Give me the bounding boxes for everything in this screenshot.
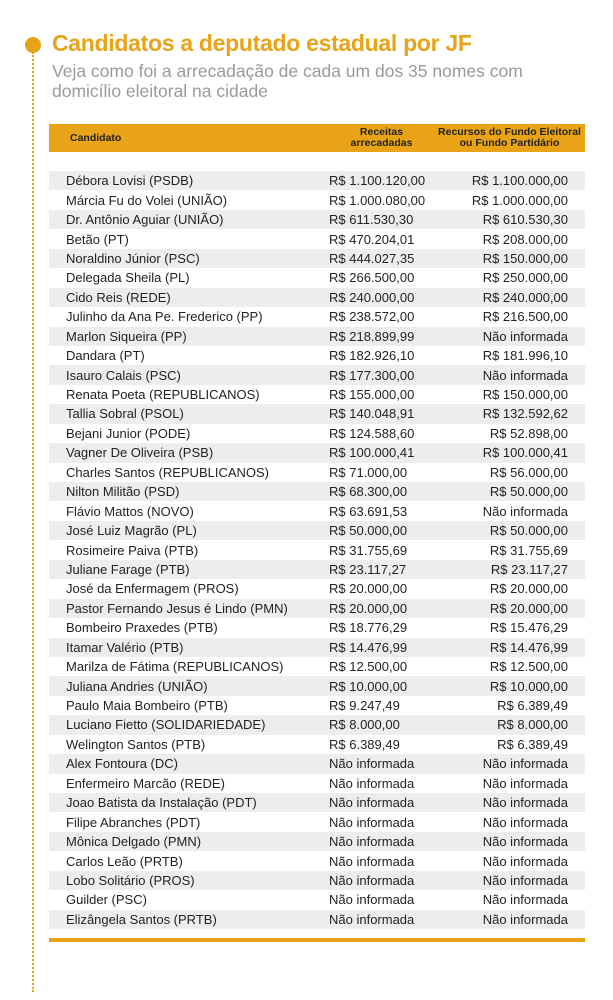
cell-fundo: R$ 240.000,00 <box>482 289 568 305</box>
table-row <box>49 229 585 248</box>
table-row <box>49 463 585 482</box>
cell-receitas: R$ 240.000,00 <box>329 289 415 305</box>
cell-receitas: R$ 23.117,27 <box>329 561 407 577</box>
cell-fundo: R$ 610.530,30 <box>482 212 568 228</box>
cell-name: Luciano Fietto (SOLIDARIEDADE) <box>66 717 266 733</box>
cell-receitas: R$ 140.048,91 <box>329 406 415 422</box>
cell-fundo: R$ 250.000,00 <box>482 270 568 286</box>
cell-fundo: R$ 216.500,00 <box>482 309 568 325</box>
cell-name: Dr. Antônio Aguiar (UNIÃO) <box>66 212 224 228</box>
cell-fundo: R$ 56.000,00 <box>489 464 568 480</box>
cell-name: Joao Batista da Instalação (PDT) <box>66 795 257 811</box>
cell-receitas: R$ 1.000.080,00 <box>329 192 426 208</box>
cell-fundo: R$ 1.000.000,00 <box>471 192 568 208</box>
table-row <box>49 638 585 657</box>
cell-receitas: R$ 18.776,29 <box>329 620 408 636</box>
cell-name: Vagner De Oliveira (PSB) <box>66 445 214 461</box>
table-row <box>49 579 585 598</box>
table-row <box>49 346 585 365</box>
cell-name: Marilza de Fátima (REPUBLICANOS) <box>66 659 284 675</box>
cell-name: Welington Santos (PTB) <box>66 736 206 752</box>
page-title: Candidatos a deputado estadual por JF <box>52 30 472 56</box>
cell-receitas: R$ 611.530,30 <box>329 212 414 228</box>
cell-fundo: R$ 12.500,00 <box>489 659 568 675</box>
cell-receitas: Não informada <box>329 834 415 850</box>
cell-fundo: R$ 10.000,00 <box>489 678 568 694</box>
table-row <box>49 657 585 676</box>
table-row <box>49 851 585 870</box>
cell-receitas: R$ 155.000,00 <box>329 387 415 403</box>
cell-receitas: Não informada <box>329 872 415 888</box>
table-row <box>49 715 585 734</box>
candidates-table <box>49 124 585 942</box>
table-row <box>49 327 585 346</box>
table-row <box>49 890 585 909</box>
cell-receitas: R$ 182.926,10 <box>329 348 415 364</box>
cell-fundo: Não informada <box>482 503 568 519</box>
cell-name: Dandara (PT) <box>66 348 145 364</box>
cell-name: Carlos Leão (PRTB) <box>66 853 183 869</box>
cell-fundo: R$ 20.000,00 <box>489 581 568 597</box>
cell-receitas: Não informada <box>329 775 415 791</box>
cell-receitas: Não informada <box>329 795 415 811</box>
cell-name: Renata Poeta (REPUBLICANOS) <box>66 387 260 403</box>
header-spacer <box>49 152 585 171</box>
cell-receitas: R$ 12.500,00 <box>329 659 408 675</box>
cell-receitas: R$ 266.500,00 <box>329 270 415 286</box>
cell-fundo: R$ 208.000,00 <box>482 231 568 247</box>
cell-fundo: R$ 50.000,00 <box>489 523 568 539</box>
cell-fundo: R$ 150.000,00 <box>482 250 568 266</box>
cell-name: Bejani Junior (PODE) <box>66 425 191 441</box>
cell-receitas: R$ 50.000,00 <box>329 523 408 539</box>
cell-receitas: Não informada <box>329 814 415 830</box>
table-row <box>49 268 585 287</box>
table-row <box>49 307 585 326</box>
cell-receitas: R$ 177.300,00 <box>329 367 415 383</box>
table-row <box>49 540 585 559</box>
cell-name: Delegada Sheila (PL) <box>66 270 190 286</box>
cell-name: Alex Fontoura (DC) <box>66 756 178 772</box>
cell-receitas: Não informada <box>329 756 415 772</box>
cell-receitas: R$ 470.204,01 <box>329 231 415 247</box>
title-bullet <box>25 37 41 53</box>
table-row <box>49 618 585 637</box>
table-row <box>49 210 585 229</box>
cell-name: Enfermeiro Marcão (REDE) <box>66 775 225 791</box>
cell-receitas: R$ 444.027,35 <box>329 250 415 266</box>
table-row <box>49 249 585 268</box>
table-row <box>49 812 585 831</box>
cell-name: Cido Reis (REDE) <box>66 289 171 305</box>
cell-receitas: Não informada <box>329 853 415 869</box>
cell-fundo: R$ 1.100.000,00 <box>471 173 568 189</box>
cell-fundo: R$ 20.000,00 <box>489 600 568 616</box>
cell-name: Itamar Valério (PTB) <box>66 639 184 655</box>
table-row <box>49 424 585 443</box>
cell-name: Noraldino Júnior (PSC) <box>66 250 200 266</box>
table-row <box>49 696 585 715</box>
cell-receitas: R$ 63.691,53 <box>329 503 408 519</box>
table-row <box>49 599 585 618</box>
cell-fundo: R$ 6.389,49 <box>497 698 568 714</box>
table-body <box>49 171 585 929</box>
timeline-dots <box>32 52 34 992</box>
cell-fundo: R$ 50.000,00 <box>489 484 568 500</box>
cell-fundo: R$ 132.592,62 <box>482 406 568 422</box>
cell-fundo: R$ 150.000,00 <box>482 387 568 403</box>
cell-fundo: Não informada <box>482 892 568 908</box>
cell-fundo: R$ 15.476,29 <box>489 620 568 636</box>
cell-receitas: R$ 68.300,00 <box>329 484 408 500</box>
cell-receitas: R$ 8.000,00 <box>329 717 400 733</box>
cell-receitas: Não informada <box>329 911 415 927</box>
cell-receitas: R$ 14.476,99 <box>329 639 408 655</box>
cell-fundo: Não informada <box>482 328 568 344</box>
cell-fundo: Não informada <box>482 853 568 869</box>
cell-fundo: R$ 23.117,27 <box>490 561 568 577</box>
table-row <box>49 521 585 540</box>
cell-name: José da Enfermagem (PROS) <box>66 581 239 597</box>
cell-fundo: R$ 181.996,10 <box>482 348 568 364</box>
cell-name: Márcia Fu do Volei (UNIÃO) <box>66 192 228 208</box>
table-row <box>49 793 585 812</box>
cell-name: Débora Lovisi (PSDB) <box>66 173 194 189</box>
table-row <box>49 910 585 929</box>
cell-receitas: R$ 9.247,49 <box>329 698 400 714</box>
table-row <box>49 774 585 793</box>
cell-receitas: R$ 6.389,49 <box>329 736 400 752</box>
cell-name: Elizângela Santos (PRTB) <box>66 911 217 927</box>
cell-fundo: Não informada <box>482 756 568 772</box>
table-bottom-bar <box>49 938 585 942</box>
table-row <box>49 385 585 404</box>
table-row <box>49 560 585 579</box>
cell-fundo: R$ 8.000,00 <box>497 717 568 733</box>
table-row <box>49 735 585 754</box>
cell-name: Bombeiro Praxedes (PTB) <box>66 620 218 636</box>
table-row <box>49 501 585 520</box>
cell-receitas: R$ 10.000,00 <box>329 678 408 694</box>
cell-fundo: Não informada <box>482 834 568 850</box>
table-row <box>49 190 585 209</box>
cell-name: Marlon Siqueira (PP) <box>66 328 187 344</box>
cell-receitas: R$ 1.100.120,00 <box>329 173 426 189</box>
cell-fundo: R$ 100.000,41 <box>482 445 568 461</box>
cell-receitas: R$ 100.000,41 <box>329 445 415 461</box>
column-header-name: Candidato <box>70 131 122 144</box>
cell-fundo: Não informada <box>482 814 568 830</box>
page-subtitle: Veja como foi a arrecadação de cada um dos 35 nomes com domicílio eleitoral na cidade <box>52 61 523 101</box>
cell-fundo: Não informada <box>482 775 568 791</box>
cell-name: Tallia Sobral (PSOL) <box>66 406 184 422</box>
table-row <box>49 171 585 190</box>
table-header <box>49 124 585 152</box>
cell-fundo: Não informada <box>482 795 568 811</box>
cell-name: Flávio Mattos (NOVO) <box>66 503 194 519</box>
cell-fundo: Não informada <box>482 367 568 383</box>
cell-receitas: R$ 71.000,00 <box>329 464 408 480</box>
cell-receitas: R$ 124.588,60 <box>329 425 415 441</box>
cell-name: Julinho da Ana Pe. Frederico (PP) <box>66 309 263 325</box>
cell-receitas: R$ 238.572,00 <box>329 309 415 325</box>
cell-fundo: R$ 6.389,49 <box>497 736 568 752</box>
cell-name: Nilton Militão (PSD) <box>66 484 180 500</box>
cell-name: Lobo Solitário (PROS) <box>66 872 195 888</box>
cell-name: Paulo Maia Bombeiro (PTB) <box>66 698 228 714</box>
cell-receitas: R$ 218.899,99 <box>329 328 415 344</box>
cell-name: Rosimeire Paiva (PTB) <box>66 542 199 558</box>
cell-fundo: R$ 52.898,00 <box>489 425 568 441</box>
cell-name: Betão (PT) <box>66 231 129 247</box>
column-header-fundo: Recursos do Fundo Eleitoral ou Fundo Partidário <box>438 126 581 149</box>
table-row <box>49 365 585 384</box>
table-row <box>49 443 585 462</box>
cell-name: Guilder (PSC) <box>66 892 147 908</box>
table-row <box>49 288 585 307</box>
cell-receitas: Não informada <box>329 892 415 908</box>
cell-name: Juliana Andries (UNIÃO) <box>66 678 208 694</box>
cell-name: Juliane Farage (PTB) <box>66 561 190 577</box>
table-row <box>49 754 585 773</box>
cell-fundo: Não informada <box>482 872 568 888</box>
table-row <box>49 676 585 695</box>
cell-name: Mônica Delgado (PMN) <box>66 834 202 850</box>
cell-fundo: R$ 31.755,69 <box>489 542 568 558</box>
column-header-receitas: Receitas arrecadadas <box>350 126 413 149</box>
cell-receitas: R$ 20.000,00 <box>329 581 408 597</box>
table-row <box>49 404 585 423</box>
cell-fundo: R$ 14.476,99 <box>489 639 568 655</box>
cell-name: José Luiz Magrão (PL) <box>66 523 197 539</box>
cell-fundo: Não informada <box>482 911 568 927</box>
cell-name: Pastor Fernando Jesus é Lindo (PMN) <box>66 600 288 616</box>
cell-receitas: R$ 31.755,69 <box>329 542 408 558</box>
cell-receitas: R$ 20.000,00 <box>329 600 408 616</box>
cell-name: Isauro Calais (PSC) <box>66 367 181 383</box>
table-row <box>49 832 585 851</box>
cell-name: Filipe Abranches (PDT) <box>66 814 201 830</box>
cell-name: Charles Santos (REPUBLICANOS) <box>66 464 270 480</box>
table-row <box>49 482 585 501</box>
table-row <box>49 871 585 890</box>
